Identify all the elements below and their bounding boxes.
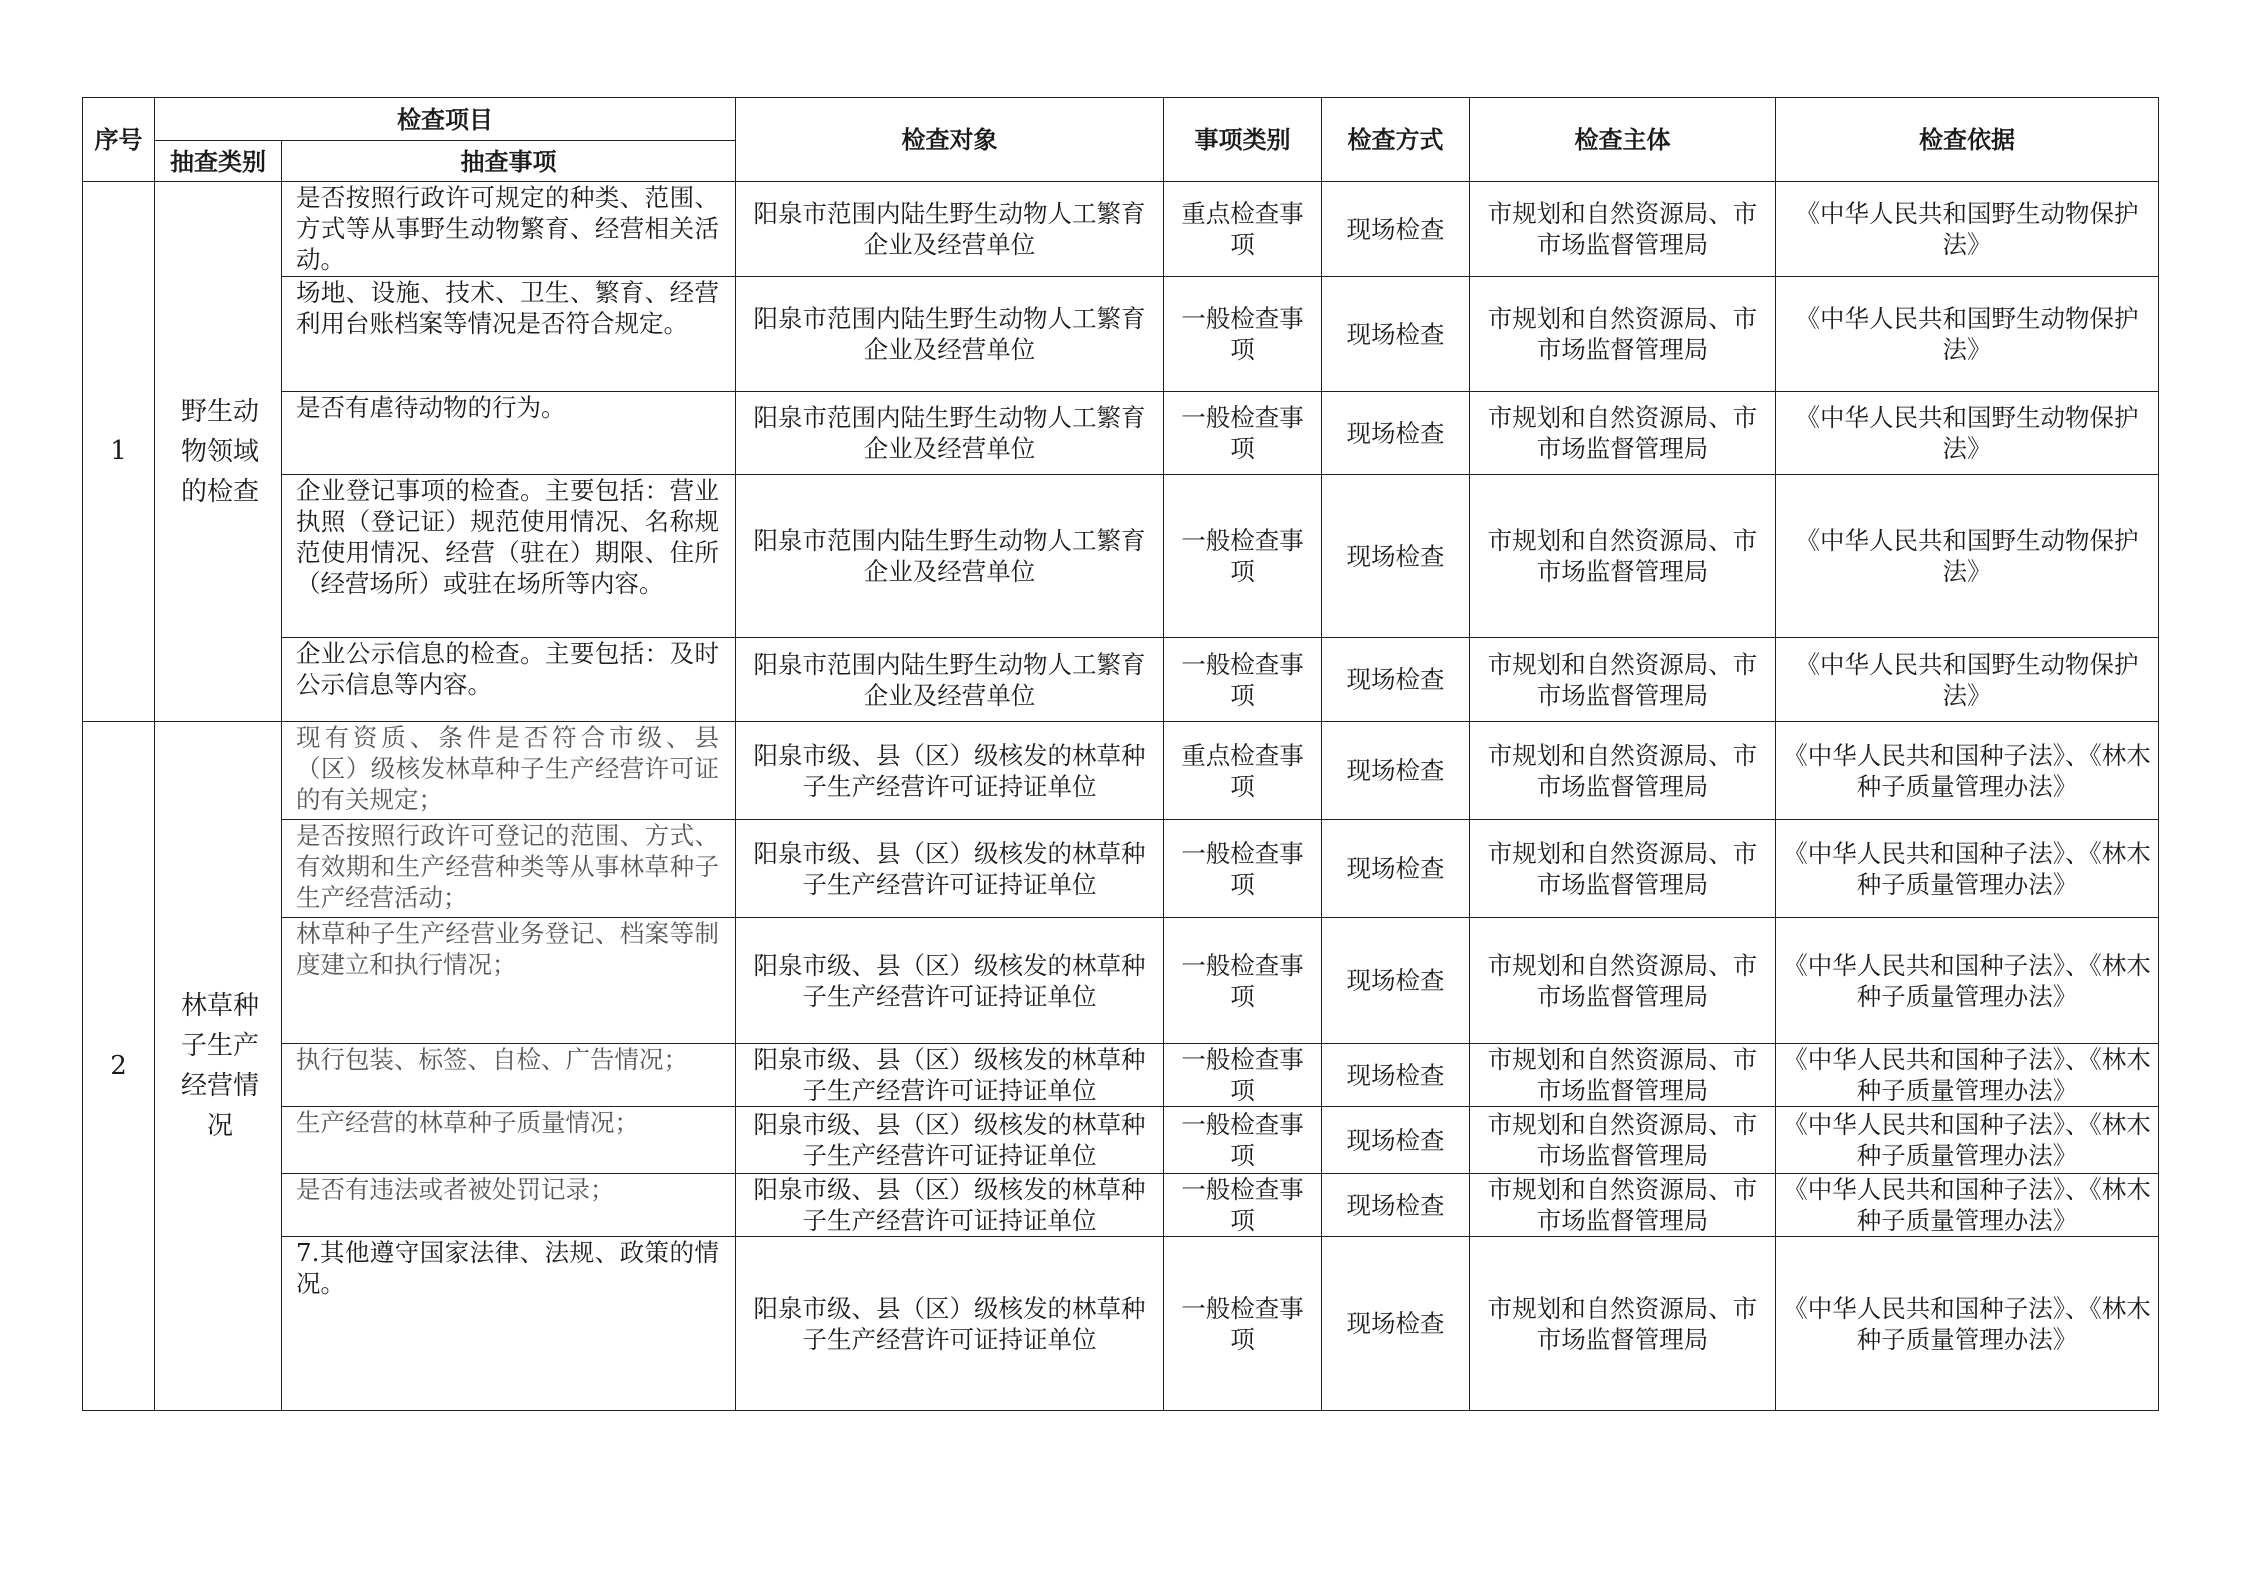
basis-cell: 《中华人民共和国野生动物保护法》 (1776, 638, 2159, 722)
table-row (83, 182, 2159, 277)
type-cell: 一般检查事项 (1164, 1044, 1322, 1107)
table-row (83, 392, 2159, 475)
table-row (83, 1107, 2159, 1174)
type-cell: 一般检查事项 (1164, 392, 1322, 475)
object-cell: 阳泉市范围内陆生野生动物人工繁育企业及经营单位 (736, 182, 1164, 277)
subject-cell: 市规划和自然资源局、市市场监督管理局 (1470, 182, 1776, 277)
type-cell: 一般检查事项 (1164, 1237, 1322, 1411)
check-item-cell: 生产经营的林草种子质量情况； (282, 1107, 736, 1174)
check-item-cell: 林草种子生产经营业务登记、档案等制度建立和执行情况； (282, 918, 736, 1044)
group-seq: 1 (83, 182, 155, 722)
basis-cell: 《中华人民共和国种子法》、《林木种子质量管理办法》 (1776, 918, 2159, 1044)
check-item-cell: 是否有虐待动物的行为。 (282, 392, 736, 475)
object-cell: 阳泉市级、县（区）级核发的林草种子生产经营许可证持证单位 (736, 1044, 1164, 1107)
header-object: 检查对象 (736, 98, 1164, 182)
type-cell: 重点检查事项 (1164, 182, 1322, 277)
type-cell: 一般检查事项 (1164, 1107, 1322, 1174)
group-category: 林草种子生产经营情况 (155, 722, 282, 1411)
type-cell: 一般检查事项 (1164, 277, 1322, 392)
check-item-cell: 场地、设施、技术、卫生、繁育、经营利用台账档案等情况是否符合规定。 (282, 277, 736, 392)
group-category: 野生动物领域的检查 (155, 182, 282, 722)
subject-cell: 市规划和自然资源局、市市场监督管理局 (1470, 820, 1776, 918)
basis-cell: 《中华人民共和国种子法》、《林木种子质量管理办法》 (1776, 722, 2159, 820)
type-cell: 一般检查事项 (1164, 475, 1322, 638)
subject-cell: 市规划和自然资源局、市市场监督管理局 (1470, 918, 1776, 1044)
method-cell: 现场检查 (1322, 722, 1470, 820)
method-cell: 现场检查 (1322, 1174, 1470, 1237)
table-row (83, 277, 2159, 392)
table-row (83, 722, 2159, 820)
check-item-cell: 是否按照行政许可登记的范围、方式、有效期和生产经营种类等从事林草种子生产经营活动； (282, 820, 736, 918)
subject-cell: 市规划和自然资源局、市市场监督管理局 (1470, 277, 1776, 392)
check-item-cell: 是否有违法或者被处罚记录； (282, 1174, 736, 1237)
type-cell: 一般检查事项 (1164, 638, 1322, 722)
object-cell: 阳泉市范围内陆生野生动物人工繁育企业及经营单位 (736, 277, 1164, 392)
method-cell: 现场检查 (1322, 638, 1470, 722)
subject-cell: 市规划和自然资源局、市市场监督管理局 (1470, 722, 1776, 820)
object-cell: 阳泉市级、县（区）级核发的林草种子生产经营许可证持证单位 (736, 1174, 1164, 1237)
basis-cell: 《中华人民共和国种子法》、《林木种子质量管理办法》 (1776, 1044, 2159, 1107)
object-cell: 阳泉市范围内陆生野生动物人工繁育企业及经营单位 (736, 392, 1164, 475)
method-cell: 现场检查 (1322, 918, 1470, 1044)
table-row (83, 820, 2159, 918)
method-cell: 现场检查 (1322, 1044, 1470, 1107)
subject-cell: 市规划和自然资源局、市市场监督管理局 (1470, 1237, 1776, 1411)
subject-cell: 市规划和自然资源局、市市场监督管理局 (1470, 1107, 1776, 1174)
header-check-items: 检查项目 (155, 98, 736, 141)
method-cell: 现场检查 (1322, 820, 1470, 918)
type-cell: 重点检查事项 (1164, 722, 1322, 820)
header-method: 检查方式 (1322, 98, 1470, 182)
method-cell: 现场检查 (1322, 1237, 1470, 1411)
basis-cell: 《中华人民共和国种子法》、《林木种子质量管理办法》 (1776, 820, 2159, 918)
inspection-table-page (82, 97, 2158, 1411)
header-category: 抽查类别 (155, 141, 282, 182)
group-seq: 2 (83, 722, 155, 1411)
method-cell: 现场检查 (1322, 392, 1470, 475)
subject-cell: 市规划和自然资源局、市市场监督管理局 (1470, 1174, 1776, 1237)
check-item-cell: 执行包装、标签、自检、广告情况； (282, 1044, 736, 1107)
header-type: 事项类别 (1164, 98, 1322, 182)
method-cell: 现场检查 (1322, 182, 1470, 277)
table-row (83, 475, 2159, 638)
basis-cell: 《中华人民共和国种子法》、《林木种子质量管理办法》 (1776, 1107, 2159, 1174)
table-row (83, 1237, 2159, 1411)
basis-cell: 《中华人民共和国野生动物保护法》 (1776, 392, 2159, 475)
basis-cell: 《中华人民共和国野生动物保护法》 (1776, 277, 2159, 392)
object-cell: 阳泉市级、县（区）级核发的林草种子生产经营许可证持证单位 (736, 1107, 1164, 1174)
basis-cell: 《中华人民共和国种子法》、《林木种子质量管理办法》 (1776, 1237, 2159, 1411)
subject-cell: 市规划和自然资源局、市市场监督管理局 (1470, 475, 1776, 638)
object-cell: 阳泉市级、县（区）级核发的林草种子生产经营许可证持证单位 (736, 722, 1164, 820)
method-cell: 现场检查 (1322, 1107, 1470, 1174)
method-cell: 现场检查 (1322, 475, 1470, 638)
object-cell: 阳泉市范围内陆生野生动物人工繁育企业及经营单位 (736, 638, 1164, 722)
table-row (83, 638, 2159, 722)
check-item-cell: 企业登记事项的检查。主要包括：营业执照（登记证）规范使用情况、名称规范使用情况、经营（驻在）期限、住所（经营场所）或驻在场所等内容。 (282, 475, 736, 638)
inspection-table (82, 97, 2159, 1411)
table-row (83, 1174, 2159, 1237)
type-cell: 一般检查事项 (1164, 820, 1322, 918)
header-basis: 检查依据 (1776, 98, 2159, 182)
check-item-cell: 企业公示信息的检查。主要包括：及时公示信息等内容。 (282, 638, 736, 722)
object-cell: 阳泉市范围内陆生野生动物人工繁育企业及经营单位 (736, 475, 1164, 638)
header-subject: 检查主体 (1470, 98, 1776, 182)
type-cell: 一般检查事项 (1164, 918, 1322, 1044)
subject-cell: 市规划和自然资源局、市市场监督管理局 (1470, 638, 1776, 722)
basis-cell: 《中华人民共和国野生动物保护法》 (1776, 475, 2159, 638)
header-seq: 序号 (83, 98, 155, 182)
table-row (83, 918, 2159, 1044)
check-item-cell: 现有资质、条件是否符合市级、县（区）级核发林草种子生产经营许可证的有关规定； (282, 722, 736, 820)
type-cell: 一般检查事项 (1164, 1174, 1322, 1237)
subject-cell: 市规划和自然资源局、市市场监督管理局 (1470, 392, 1776, 475)
object-cell: 阳泉市级、县（区）级核发的林草种子生产经营许可证持证单位 (736, 1237, 1164, 1411)
basis-cell: 《中华人民共和国种子法》、《林木种子质量管理办法》 (1776, 1174, 2159, 1237)
header-matter: 抽查事项 (282, 141, 736, 182)
subject-cell: 市规划和自然资源局、市市场监督管理局 (1470, 1044, 1776, 1107)
check-item-cell: 7.其他遵守国家法律、法规、政策的情况。 (282, 1237, 736, 1411)
basis-cell: 《中华人民共和国野生动物保护法》 (1776, 182, 2159, 277)
table-row (83, 1044, 2159, 1107)
check-item-cell: 是否按照行政许可规定的种类、范围、方式等从事野生动物繁育、经营相关活动。 (282, 182, 736, 277)
method-cell: 现场检查 (1322, 277, 1470, 392)
object-cell: 阳泉市级、县（区）级核发的林草种子生产经营许可证持证单位 (736, 820, 1164, 918)
object-cell: 阳泉市级、县（区）级核发的林草种子生产经营许可证持证单位 (736, 918, 1164, 1044)
